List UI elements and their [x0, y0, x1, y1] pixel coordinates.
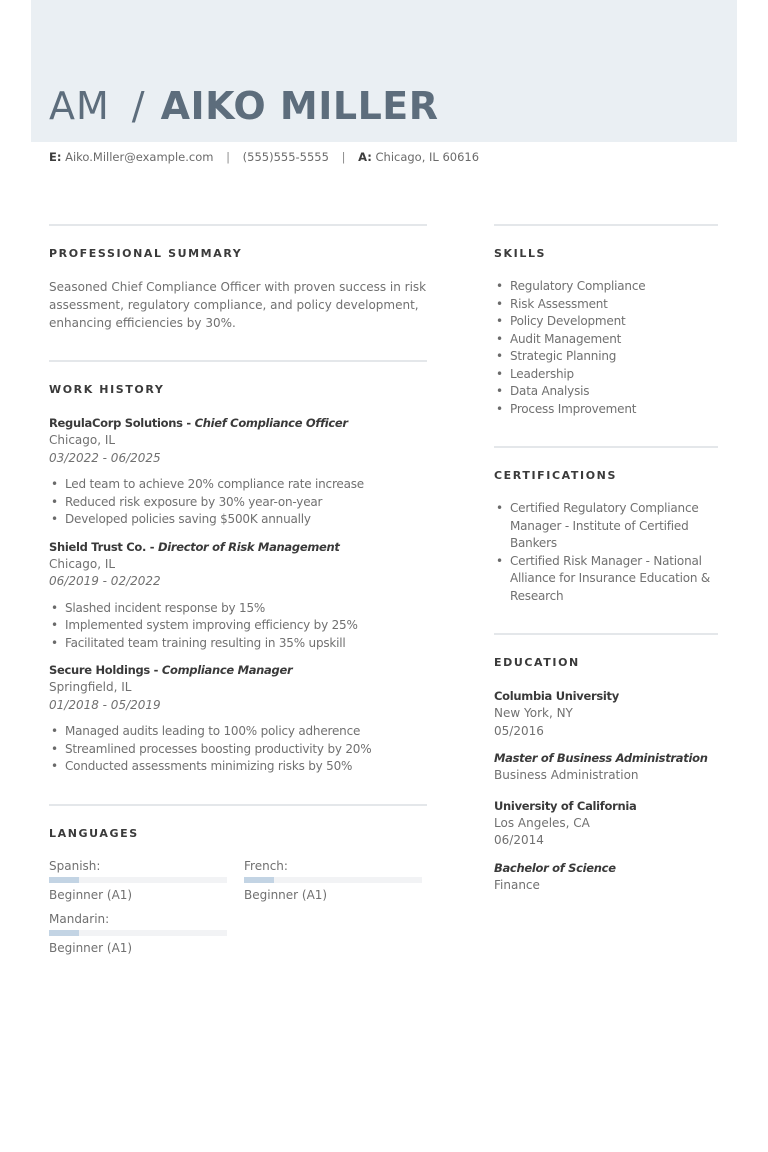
list-item: • Conducted assessments minimizing risks by 50%: [49, 758, 427, 776]
name-slash: /: [131, 84, 145, 128]
skills-list: [494, 278, 718, 418]
job-role: Director of Risk Management: [157, 539, 340, 554]
left-column: [49, 224, 427, 968]
section-divider: [494, 633, 718, 635]
language-name: French:: [244, 858, 288, 873]
list-item: • Certified Risk Manager - National Alliance for Insurance Education & Research: [494, 553, 718, 606]
section-title: PROFESSIONAL SUMMARY: [49, 247, 243, 260]
list-item: • Reduced risk exposure by 30% year-on-year: [49, 494, 427, 512]
email-label: E:: [49, 150, 62, 164]
company-name: Shield Trust Co.: [49, 539, 147, 554]
section-divider: [49, 360, 427, 362]
list-item: • Implemented system improving efficiency by 25%: [49, 617, 427, 635]
section-title: SKILLS: [494, 247, 547, 260]
school-name: University of California: [494, 798, 637, 813]
section-divider: [49, 224, 427, 226]
languages-section: [49, 804, 427, 968]
job-dates: 06/2019 - 02/2022: [49, 574, 161, 588]
job-location: Springfield, IL: [49, 680, 132, 694]
language-bar: [49, 877, 227, 883]
language-bar: [49, 930, 227, 936]
job-location: Chicago, IL: [49, 556, 116, 571]
summary-section: [49, 224, 427, 332]
list-item: • Leadership: [494, 366, 718, 384]
job-bullets: [49, 600, 427, 653]
company-name: Secure Holdings: [49, 663, 150, 677]
summary-text: Seasoned Chief Compliance Officer with proven success in risk assessment, regulatory compliance, and policy development, enhancing efficiencies by 30%.: [49, 280, 427, 330]
list-item: • Process Improvement: [494, 401, 718, 419]
phone-value[interactable]: (555)555-5555: [242, 150, 329, 164]
email-value[interactable]: Aiko.Miller@example.com: [65, 150, 214, 164]
section-title: LANGUAGES: [49, 826, 139, 840]
address-label: A:: [358, 150, 372, 164]
heading-dash: -: [182, 416, 195, 430]
skills-section: [494, 224, 718, 418]
job-entry: [49, 414, 427, 529]
degree-name: Bachelor of Science: [494, 860, 616, 875]
language-name: Spanish:: [49, 858, 101, 873]
school-location: Los Angeles, CA: [494, 815, 590, 830]
job-bullets: [49, 723, 427, 776]
list-item: • Developed policies saving $500K annually: [49, 511, 427, 529]
contact-separator: |: [226, 150, 230, 164]
job-dates: 03/2022 - 06/2025: [49, 450, 161, 465]
graduation-date: 05/2016: [494, 723, 544, 738]
school-location: New York, NY: [494, 706, 573, 720]
heading-dash: -: [149, 663, 162, 677]
list-item: • Led team to achieve 20% compliance rate increase: [49, 476, 427, 494]
language-name: Mandarin:: [49, 911, 110, 926]
languages-grid: [49, 858, 427, 968]
list-item: • Audit Management: [494, 331, 718, 349]
language-bar-fill: [49, 930, 79, 936]
section-title: WORK HISTORY: [49, 383, 165, 396]
degree-field: Business Administration: [494, 768, 639, 782]
job-role: Chief Compliance Officer: [194, 416, 348, 430]
section-divider: [494, 446, 718, 448]
language-entry: [244, 858, 422, 904]
language-level: Beginner (A1): [49, 940, 133, 955]
job-heading: [49, 661, 427, 679]
work-section: [49, 360, 427, 776]
job-role: Compliance Manager: [161, 663, 293, 677]
job-heading: [49, 538, 427, 556]
section-title: EDUCATION: [494, 656, 580, 669]
list-item: • Slashed incident response by 15%: [49, 600, 427, 618]
heading-dash: -: [146, 539, 158, 554]
list-item: • Strategic Planning: [494, 348, 718, 366]
language-level: Beginner (A1): [244, 887, 328, 902]
right-column: [494, 224, 718, 906]
contact-line: [49, 150, 479, 164]
section-title: CERTIFICATIONS: [494, 469, 617, 482]
job-entry: [49, 538, 427, 653]
list-item: • Policy Development: [494, 313, 718, 331]
list-item: • Regulatory Compliance: [494, 278, 718, 296]
list-item: • Risk Assessment: [494, 296, 718, 314]
degree-name: Master of Business Administration: [494, 751, 708, 765]
education-entry: [494, 797, 718, 895]
language-bar: [244, 877, 422, 883]
list-item: • Certified Regulatory Compliance Manager - Institute of Certified Bankers: [494, 500, 718, 553]
job-dates: 01/2018 - 05/2019: [49, 697, 161, 712]
language-entry: [49, 911, 227, 957]
full-name: AIKO MILLER: [160, 84, 439, 128]
company-name: RegulaCorp Solutions: [49, 416, 183, 430]
education-entry: [494, 687, 718, 785]
list-item: • Streamlined processes boosting productivity by 20%: [49, 741, 427, 759]
address-value: Chicago, IL 60616: [375, 150, 480, 164]
job-location: Chicago, IL: [49, 433, 116, 447]
language-bar-fill: [244, 877, 274, 883]
school-name: Columbia University: [494, 689, 619, 703]
name-initials: AM: [49, 84, 110, 128]
job-heading: [49, 414, 427, 432]
contact-separator: |: [341, 150, 346, 164]
certifications-list: [494, 500, 718, 605]
section-divider: [494, 224, 718, 226]
list-item: • Data Analysis: [494, 383, 718, 401]
degree-field: Finance: [494, 877, 540, 892]
graduation-date: 06/2014: [494, 833, 544, 847]
education-section: [494, 633, 718, 894]
language-entry: [49, 858, 227, 904]
list-item: • Managed audits leading to 100% policy adherence: [49, 723, 427, 741]
name-line: [49, 84, 439, 136]
language-bar-fill: [49, 877, 79, 883]
certifications-section: [494, 446, 718, 605]
section-divider: [49, 804, 427, 806]
list-item: • Facilitated team training resulting in 35% upskill: [49, 635, 427, 653]
job-bullets: [49, 476, 427, 529]
job-entry: [49, 661, 427, 776]
language-level: Beginner (A1): [49, 887, 133, 902]
